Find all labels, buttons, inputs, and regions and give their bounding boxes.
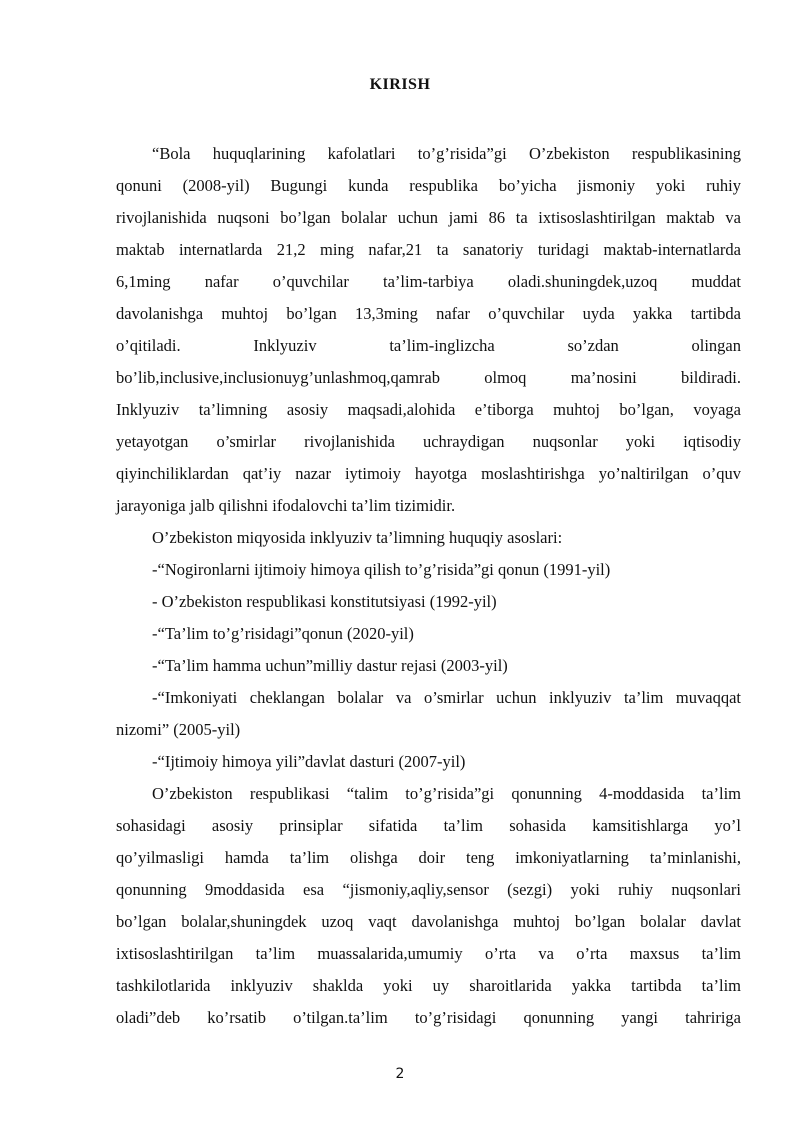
text-line: - O’zbekiston respublikasi konstitutsiyasi (1992-yil) <box>152 592 497 611</box>
page-number: 2 <box>395 1066 405 1082</box>
text-line: -“Ta’lim hamma uchun”milliy dastur rejasi (2003-yil) <box>152 656 508 675</box>
text-line: nizomi” (2005-yil) <box>116 720 241 739</box>
text-line: -“Nogironlarni ijtimoiy himoya qilish to’g’risida”gi qonun (1991-yil) <box>152 560 611 579</box>
text-line: -“Imkoniyati cheklangan bolalar va o’smirlar uchun inklyuziv ta’lim muvaqqat <box>152 688 741 707</box>
text-line: -“Ta’lim to’g’risidagi”qonun (2020-yil) <box>152 624 414 643</box>
text-line: oladi”deb ko’rsatib o’tilgan.ta’lim to’g’risidagi qonunning yangi tahririga <box>116 1008 741 1027</box>
text-line: rivojlanishida nuqsoni bo’lgan bolalar uchun jami 86 ta ixtisoslashtirilgan maktab va <box>116 208 741 227</box>
text-line: bo’lgan bolalar,shuningdek uzoq vaqt davolanishga muhtoj bo’lgan bolalar davlat <box>116 912 741 931</box>
page-title: KIRISH <box>369 76 431 93</box>
document-body <box>116 138 741 1034</box>
text-line: qo’yilmasligi hamda ta’lim olishga doir teng imkoniyatlarning ta’minlanishi, <box>116 848 741 867</box>
text-line: sohasidagi asosiy prinsiplar sifatida ta’lim sohasida kamsitishlarga yo’l <box>116 816 741 835</box>
text-line: ixtisoslashtirilgan ta’lim muassalarida,umumiy o’rta va o’rta maxsus ta’lim <box>116 944 741 963</box>
text-line: davolanishga muhtoj bo’lgan 13,3ming nafar o’quvchilar uyda yakka tartibda <box>116 304 741 323</box>
text-line: qonunning 9moddasida esa “jismoniy,aqliy,sensor (sezgi) yoki ruhiy nuqsonlari <box>116 880 741 899</box>
text-line: 6,1ming nafar o’quvchilar ta’lim-tarbiya oladi.shuningdek,uzoq muddat <box>116 272 741 291</box>
text-line: yetayotgan o’smirlar rivojlanishida uchraydigan nuqsonlar yoki iqtisodiy <box>116 432 741 451</box>
text-line: maktab internatlarda 21,2 ming nafar,21 ta sanatoriy turidagi maktab-internatlarda <box>116 240 741 259</box>
text-line: tashkilotlarida inklyuziv shaklda yoki uy sharoitlarida yakka tartibda ta’lim <box>116 976 741 995</box>
text-line: qiyinchiliklardan qat’iy nazar iytimoiy hayotga moslashtirishga yo’naltirilgan o’quv <box>116 464 741 483</box>
text-line: qonuni (2008-yil) Bugungi kunda respublika bo’yicha jismoniy yoki ruhiy <box>116 176 741 195</box>
text-line: Inklyuziv ta’limning asosiy maqsadi,alohida e’tiborga muhtoj bo’lgan, voyaga <box>116 400 741 419</box>
text-line: jarayoniga jalb qilishni ifodalovchi ta’lim tizimidir. <box>116 496 456 515</box>
text-line: O’zbekiston respublikasi “talim to’g’risida”gi qonunning 4-moddasida ta’lim <box>152 784 741 803</box>
text-line: O’zbekiston miqyosida inklyuziv ta’limning huquqiy asoslari: <box>152 528 563 547</box>
text-line: o’qitiladi. Inklyuziv ta’lim-inglizcha so’zdan olingan <box>116 336 741 355</box>
text-line: bo’lib,inclusive,inclusionuyg’unlashmoq,qamrab olmoq ma’nosini bildiradi. <box>116 368 741 387</box>
text-line: -“Ijtimoiy himoya yili”davlat dasturi (2007-yil) <box>152 752 466 771</box>
text-line: “Bola huquqlarining kafolatlari to’g’risida”gi O’zbekiston respublikasining <box>152 144 741 163</box>
